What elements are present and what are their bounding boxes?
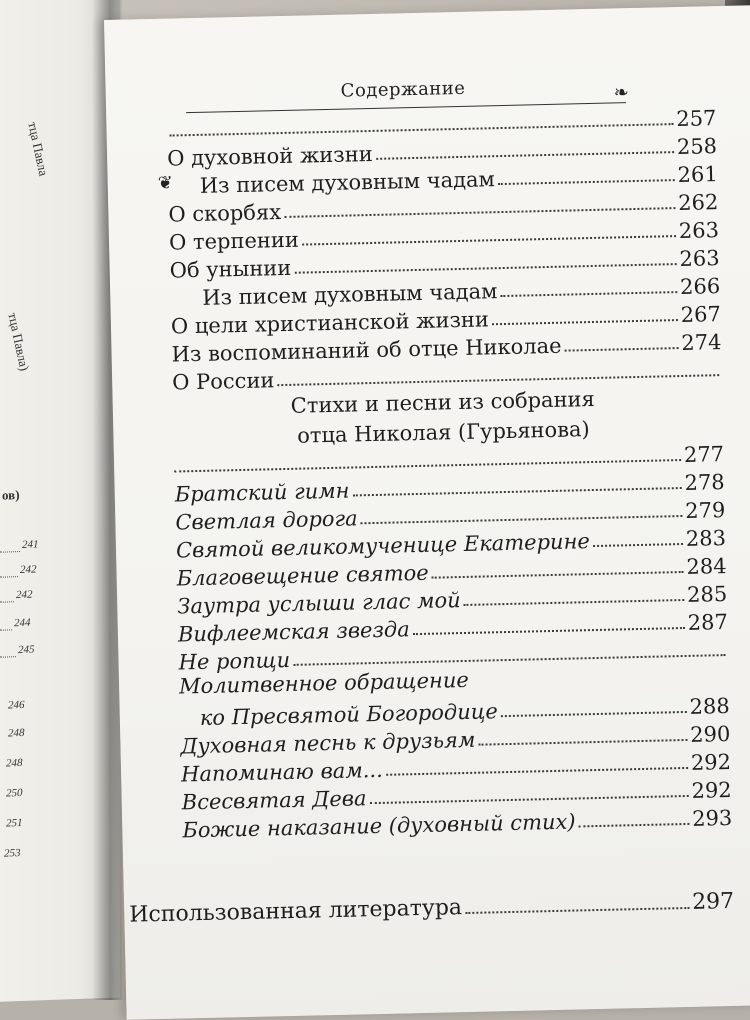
toc-leader-dots bbox=[386, 767, 688, 776]
toc-entry-page: 258 bbox=[676, 134, 718, 160]
toc-entry-page: 287 bbox=[687, 610, 729, 635]
toc-entry-page: 263 bbox=[679, 246, 720, 272]
toc-entry-label: Не ропщи bbox=[178, 647, 291, 675]
toc-entry-label: Из воспоминаний об отце Николае bbox=[171, 333, 562, 367]
left-page-number: 242 bbox=[20, 563, 37, 577]
toc-entry-page: 274 bbox=[681, 330, 722, 355]
left-page-fragment: ов) bbox=[2, 487, 20, 503]
header-ornament-icon: ❦ bbox=[157, 172, 174, 194]
toc-entry-label: Всесвятая Дева bbox=[181, 786, 367, 815]
toc-entry-page: 293 bbox=[691, 805, 733, 831]
toc-leader-dots bbox=[478, 739, 687, 746]
toc-entry-label: Напоминаю вам... bbox=[180, 757, 383, 787]
toc-entry-label: Светлая дорога bbox=[175, 506, 358, 535]
left-page-dots bbox=[0, 576, 18, 578]
toc-leader-dots bbox=[492, 319, 678, 325]
toc-leader-dots bbox=[376, 151, 674, 160]
toc-entry-bibliography[interactable] bbox=[129, 886, 734, 928]
toc-leader-dots bbox=[565, 347, 679, 352]
toc-entry-label[interactable]: Молитвенное обращение bbox=[178, 667, 470, 699]
toc-entry-page: 263 bbox=[678, 218, 720, 244]
left-page-dots bbox=[0, 601, 14, 602]
section-title-line: отца Николая (Гурьянова) bbox=[296, 417, 590, 448]
toc-leader-dots bbox=[593, 543, 683, 547]
left-page-number: 248 bbox=[8, 726, 25, 740]
toc-entry-label: Духовная песнь к друзьям bbox=[180, 727, 476, 759]
toc-leader-dots bbox=[413, 627, 685, 635]
contents-page bbox=[104, 4, 750, 1020]
toc-entry-label: Использованная литература bbox=[129, 895, 463, 928]
toc-entry-label: О скорбях bbox=[168, 200, 282, 227]
toc-entry-page: 290 bbox=[690, 721, 731, 747]
toc-entry-page: 266 bbox=[679, 274, 721, 299]
toc-entry-label: Вифлеемская звезда bbox=[177, 617, 411, 647]
toc-leader-dots bbox=[498, 179, 675, 185]
toc-entry-label: О терпении bbox=[168, 227, 300, 255]
left-page-dots bbox=[0, 656, 16, 658]
section-title-line: Стихи и песни из собрания bbox=[290, 386, 596, 418]
left-page-number: 245 bbox=[18, 643, 35, 657]
left-page-number: 244 bbox=[14, 616, 31, 630]
toc-entry-page: 292 bbox=[691, 777, 732, 803]
toc-entry-page: 288 bbox=[689, 693, 730, 719]
toc-entry-label: Божие наказание (духовный стих) bbox=[182, 809, 576, 843]
toc-entry-page: 283 bbox=[685, 526, 727, 551]
left-page-dots bbox=[0, 551, 20, 553]
toc-entry-page: 279 bbox=[684, 498, 726, 523]
header-ornament-icon: ❧ bbox=[613, 82, 630, 104]
toc-leader-dots bbox=[465, 907, 689, 914]
left-page-fragment: тца Павла bbox=[25, 120, 52, 178]
left-page-dots bbox=[0, 629, 12, 630]
toc-leader-dots bbox=[370, 795, 689, 804]
toc-entry-page: 292 bbox=[690, 749, 732, 775]
toc-leader-dots bbox=[293, 654, 725, 666]
page-title: Содержание bbox=[340, 77, 466, 102]
toc-entry-label: Благовещение святое bbox=[176, 560, 429, 591]
toc-leader-dots bbox=[432, 571, 684, 579]
toc-leader-dots bbox=[579, 823, 690, 828]
left-page-number: 242 bbox=[16, 588, 33, 602]
toc-entry-label: О духовной жизни bbox=[166, 141, 373, 171]
toc-leader-dots bbox=[353, 487, 682, 496]
toc-leader-dots bbox=[361, 515, 683, 524]
left-page-number: 251 bbox=[6, 816, 23, 830]
toc-leader-dots bbox=[464, 599, 685, 606]
left-page-number: 241 bbox=[22, 538, 39, 551]
toc-entry-label: Святой великомученице Екатерине bbox=[175, 529, 591, 563]
toc-entry-page: 267 bbox=[680, 302, 722, 327]
toc-entry-page: 284 bbox=[686, 554, 727, 579]
toc-leader-dots bbox=[500, 291, 677, 297]
toc-entry-page: 257 bbox=[676, 106, 717, 132]
toc-leader-dots bbox=[277, 374, 719, 386]
toc-entry-label: О цели христианской жизни bbox=[170, 307, 490, 339]
toc-entry-label: Об унынии bbox=[169, 255, 292, 283]
toc-entry-page: 278 bbox=[684, 470, 725, 495]
toc-entry-label: Из писем духовным чадам bbox=[199, 167, 496, 198]
toc-entry-label: ко Пресвятой Богородице bbox=[199, 699, 499, 731]
toc-entry-page: 297 bbox=[691, 888, 735, 915]
left-page-number: 246 bbox=[8, 698, 25, 712]
left-page-number: 253 bbox=[4, 847, 21, 860]
toc-entry-page: 261 bbox=[677, 162, 718, 188]
toc-entry-label: Заутра услыши глас мой bbox=[177, 588, 461, 619]
left-page-number: 250 bbox=[6, 786, 23, 800]
toc-entry-page: 262 bbox=[677, 190, 719, 216]
section-page: 277 bbox=[683, 442, 725, 467]
left-page-fragment: тца Павла) bbox=[5, 311, 33, 373]
toc-entry-label: Из писем духовным чадам bbox=[202, 279, 498, 310]
left-page-number: 248 bbox=[6, 756, 23, 770]
toc-entry-label: О России bbox=[171, 368, 275, 395]
toc-entry-page: 285 bbox=[686, 582, 728, 607]
toc-leader-dots bbox=[501, 711, 687, 717]
toc-entry-label: Братский гимн bbox=[174, 478, 350, 507]
